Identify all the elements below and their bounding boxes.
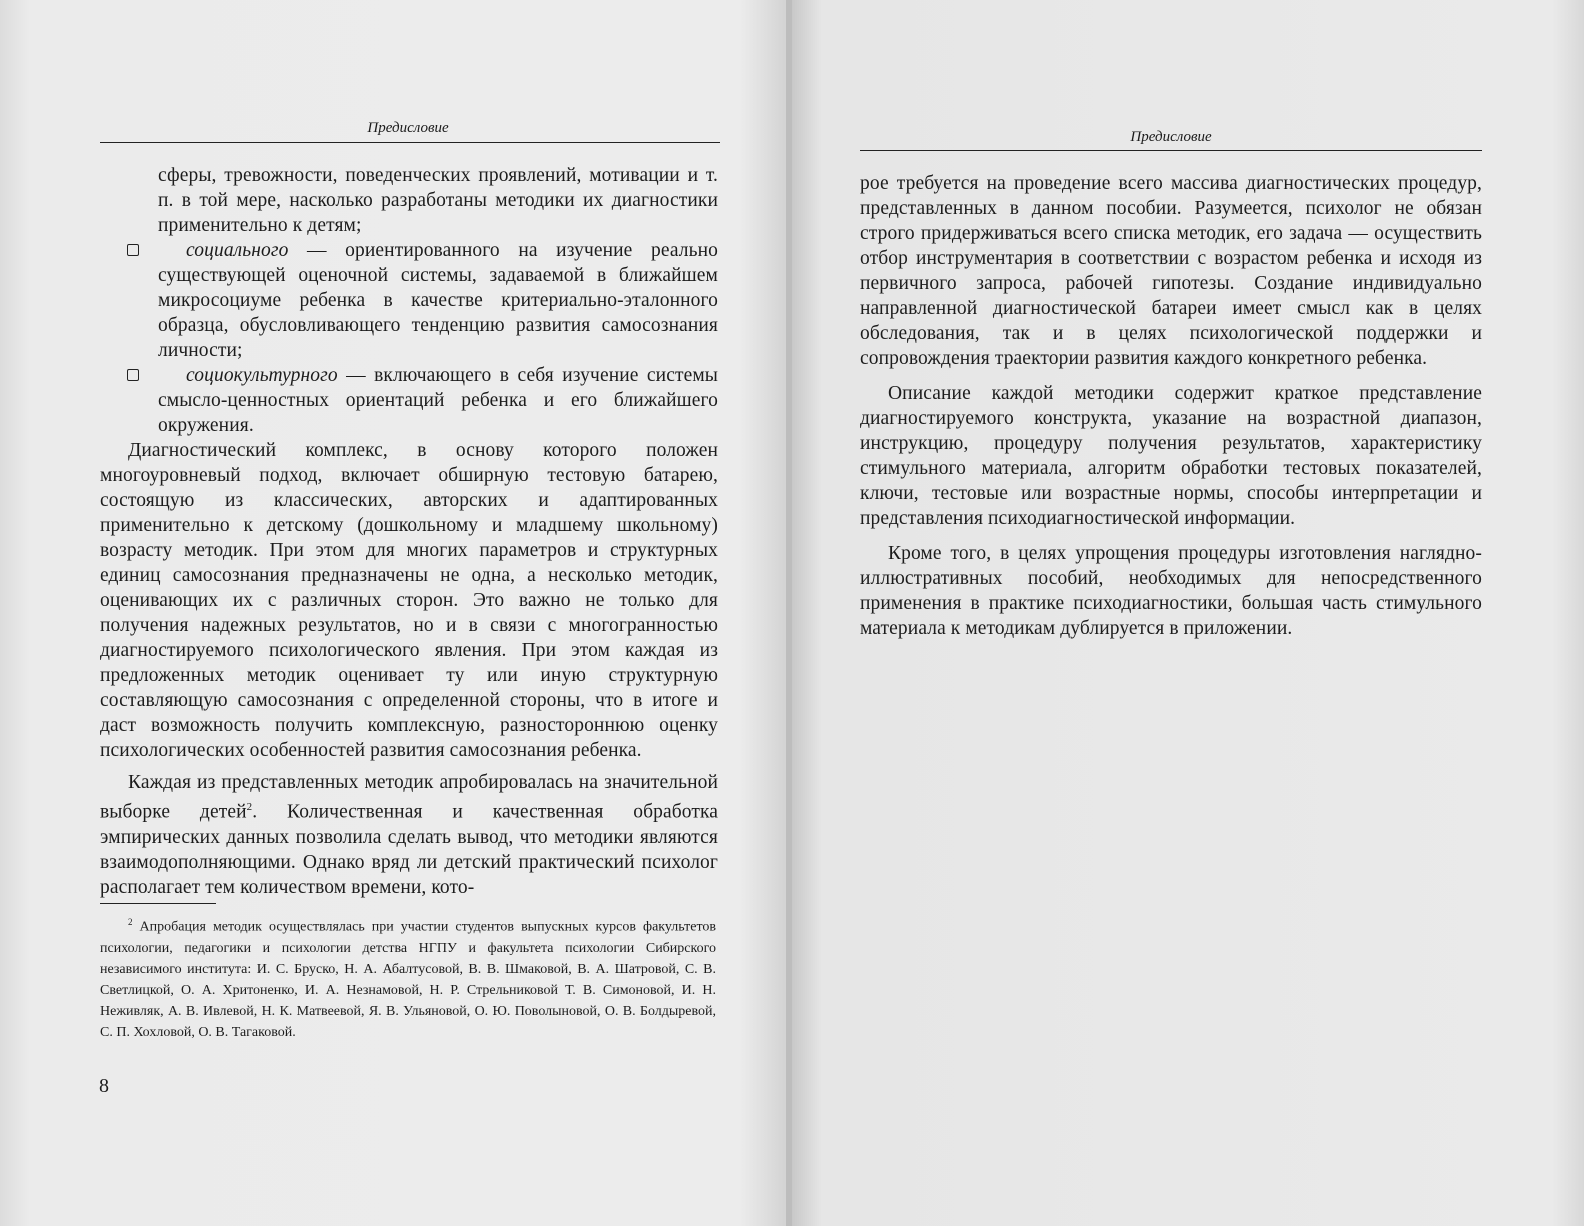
footnote-reference: 2 bbox=[246, 801, 253, 813]
right-header-rule bbox=[860, 150, 1482, 151]
bullet-term-social: социального bbox=[186, 240, 289, 261]
bullet-text-sociocultural: — включающего в себя изучение системы смысло-ценностных ориентаций ребенка и его ближайшего окружения. bbox=[158, 365, 718, 436]
footnote-paragraph bbox=[100, 912, 716, 1043]
footnote-text: Апробация методик осуществлялась при участии студентов выпускных курсов факультетов психологии, педагогики и психологии детства НГПУ и факультета психологии Сибирского независимого института: И. С. Бруско, Н. А. Абалтусовой, В. В. Шмаковой, В. А. Шатровой, С. В. Светлицкой, О. А. Хритоненко, И. А. Незнамовой, Н. Р. Стрельниковой Т. В. Симоновой, И. Н. Неживляк, А. В. Ивлевой, Н. К. Матвеевой, Я. В. Ульяновой, О. Ю. Поволыновой, О. В. Болдыревой, С. П. Хохловой, О. В. Тагаковой. bbox=[100, 919, 716, 1040]
left-running-head: Предисловие bbox=[367, 120, 449, 136]
bullet-text-social: — ориентированного на изучение реально существующей оценочной системы, задаваемой в ближайшем микросоциуме ребенка в качестве критериально-эталонного образца, обусловливающего тенденцию развития самосознания личности; bbox=[158, 240, 718, 361]
left-header-rule bbox=[100, 142, 720, 143]
footnote-mark: 2 bbox=[128, 917, 133, 927]
right-page bbox=[792, 0, 1584, 1226]
left-page bbox=[0, 0, 788, 1226]
left-paragraph-1: сферы, тревожности, поведенческих проявлений, мотивации и т. п. в той мере, насколько разработаны методики их диагностики применительно к детям; bbox=[158, 165, 718, 236]
right-body-text bbox=[860, 171, 1482, 641]
left-paragraph-3 bbox=[100, 770, 718, 900]
left-paragraph-3-end: . Количественная и качественная обработка эмпирических данных позволила сделать вывод, что методики являются взаимодополняющими. Однако вряд ли детский практический психолог располагает тем количеством времени, кото- bbox=[100, 801, 718, 898]
checkbox-bullet-icon bbox=[127, 369, 139, 381]
checkbox-bullet-icon bbox=[127, 244, 139, 256]
right-running-head: Предисловие bbox=[1130, 129, 1212, 145]
right-paragraph-3: Кроме того, в целях упрощения процедуры изготовления наглядно-иллюстративных пособий, необходимых для непосредственного применения в практике психодиагностики, большая часть стимульного материала к методикам дублируется в приложении. bbox=[860, 543, 1482, 639]
footnote bbox=[100, 912, 716, 1043]
left-body-text bbox=[100, 163, 718, 900]
footnote-rule bbox=[100, 903, 216, 904]
right-paragraph-1: рое требуется на проведение всего массива диагностических процедур, представленных в данном пособии. Разумеется, психолог не обязан строго придерживаться всего списка методик, его задача — осуществить отбор инструментария в соответствии с возрастом ребенка и исходя из первичного запроса, рабочей гипотезы. Создание индивидуально направленной диагностической батареи имеет смысл как в целях обследования, так и в целях психологической поддержки и сопровождения траектории развития каждого конкретного ребенка. bbox=[860, 173, 1482, 369]
bullet-item-social bbox=[100, 238, 718, 363]
right-paragraph-2: Описание каждой методики содержит краткое представление диагностируемого конструкта, указание на возрастной диапазон, инструкцию, процедуру получения результатов, характеристику стимульного материала, алгоритм обработки тестовых показателей, ключи, тестовые или возрастные нормы, способы интерпретации и представления психодиагностической информации. bbox=[860, 383, 1482, 529]
left-paragraph-2: Диагностический комплекс, в основу которого положен многоуровневый подход, включает обширную тестовую батарею, состоящую из классических, авторских и адаптированных применительно к детскому (дошкольному и младшему школьному) возрасту методик. При этом для многих параметров и структурных единиц самосознания предназначены не одна, а несколько методик, оценивающих их с различных сторон. Это важно не только для получения надежных результатов, но и в связи с многогранностью диагностируемого психологического явления. При этом каждая из предложенных методик оценивает ту или иную структурную составляющую самосознания с определенной стороны, что в итоге и даст возможность получить комплексную, разностороннюю оценку психологических особенностей развития самосознания ребенка. bbox=[100, 440, 718, 761]
bullet-item-sociocultural bbox=[100, 363, 718, 438]
page-number: 8 bbox=[99, 1075, 109, 1097]
bullet-term-sociocultural: социокультурного bbox=[186, 365, 338, 386]
left-paragraph-3-start: Каждая из представленных методик апробировалась на значительной выборке детей bbox=[100, 772, 718, 823]
